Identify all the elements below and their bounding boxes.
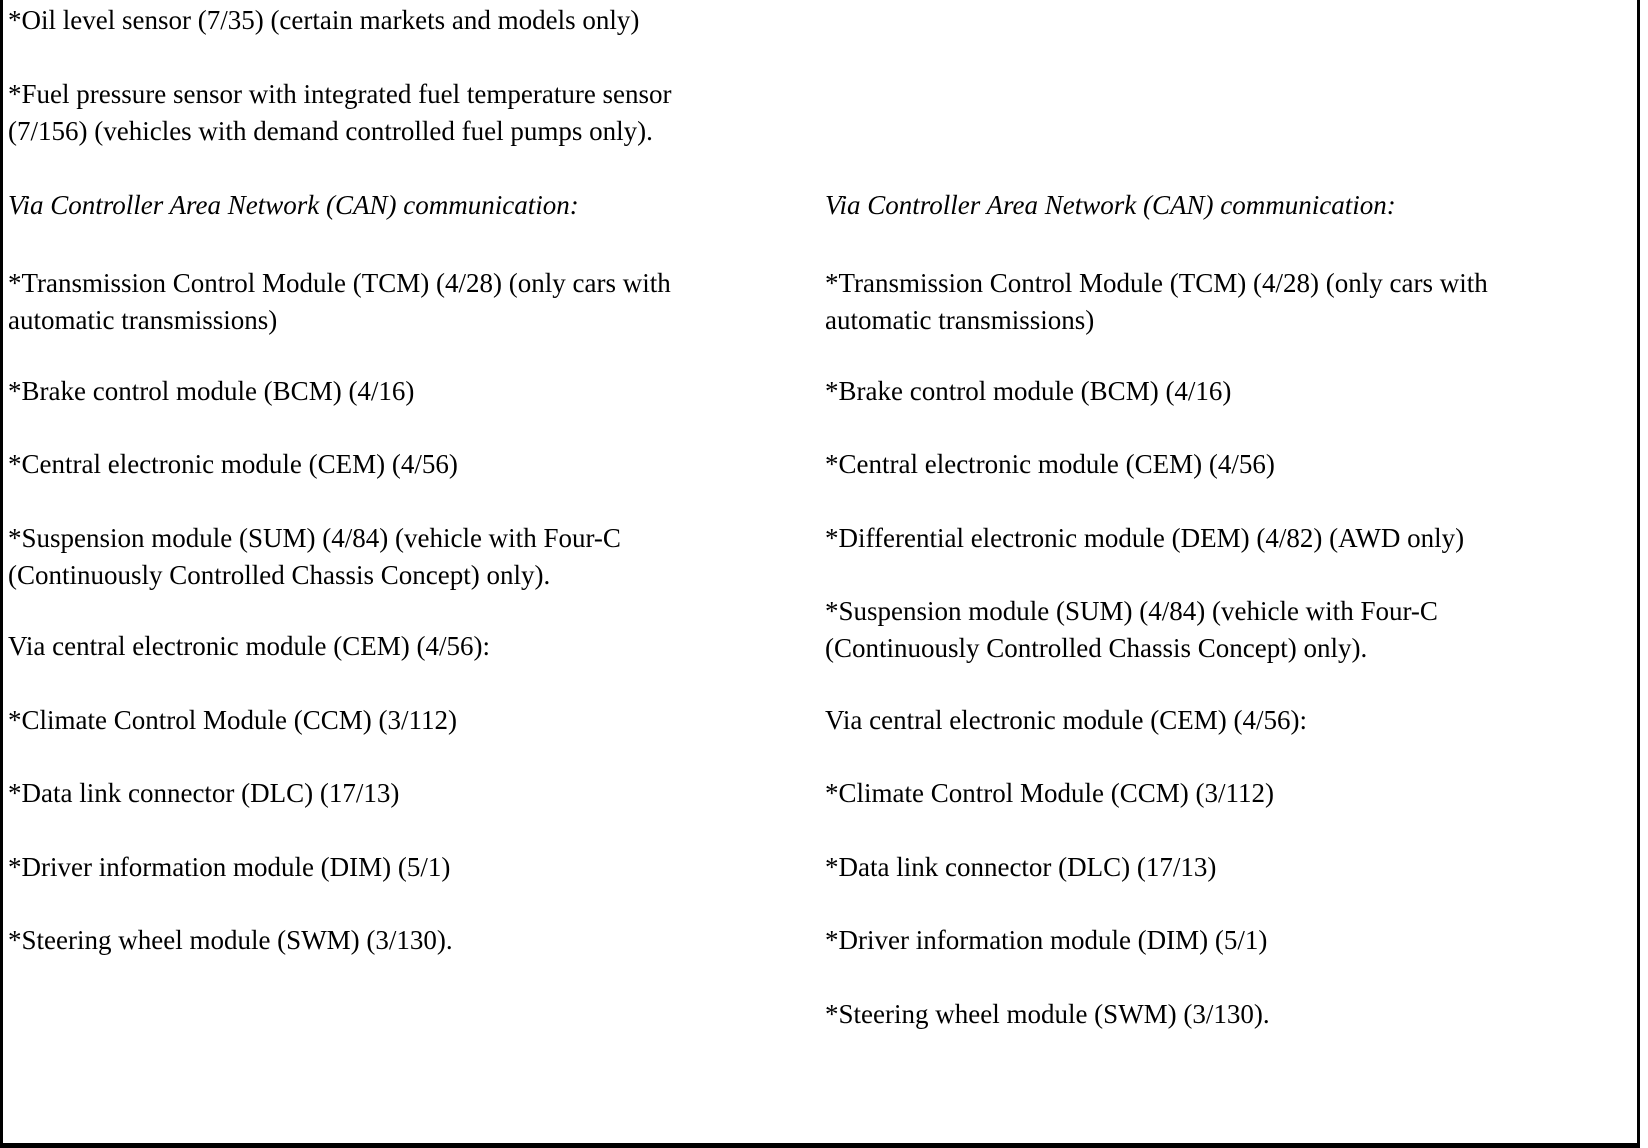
left-dlc-item: *Data link connector (DLC) (17/13) [8,778,400,808]
left-swm-item: *Steering wheel module (SWM) (3/130). [8,925,453,955]
left-sum-item: *Suspension module (SUM) (4/84) (vehicle with Four-C (Continuously Controlled Chassis Concept) only). [8,523,621,590]
right-sum-item: *Suspension module (SUM) (4/84) (vehicle with Four-C (Continuously Controlled Chassis Concept) only). [825,596,1438,663]
left-ccm-item: *Climate Control Module (CCM) (3/112) [8,705,457,735]
left-bcm-item: *Brake control module (BCM) (4/16) [8,376,415,406]
right-can-heading: Via Controller Area Network (CAN) communication: [825,190,1396,220]
left-via-cem-heading: Via central electronic module (CEM) (4/56): [8,631,490,661]
right-swm-item: *Steering wheel module (SWM) (3/130). [825,999,1270,1029]
right-bcm-item: *Brake control module (BCM) (4/16) [825,376,1232,406]
right-dim-item: *Driver information module (DIM) (5/1) [825,925,1268,955]
left-oil-level-sensor: *Oil level sensor (7/35) (certain markets and models only) [8,5,640,35]
right-tcm-item: *Transmission Control Module (TCM) (4/28) (only cars with automatic transmissions) [825,268,1488,335]
left-can-heading: Via Controller Area Network (CAN) communication: [8,190,579,220]
left-cem-item: *Central electronic module (CEM) (4/56) [8,449,458,479]
left-tcm-item: *Transmission Control Module (TCM) (4/28) (only cars with automatic transmissions) [8,268,671,335]
right-cem-item: *Central electronic module (CEM) (4/56) [825,449,1275,479]
left-fuel-pressure-sensor: *Fuel pressure sensor with integrated fuel temperature sensor (7/156) (vehicles with demand controlled fuel pumps only). [8,79,672,146]
right-dlc-item: *Data link connector (DLC) (17/13) [825,852,1217,882]
left-dim-item: *Driver information module (DIM) (5/1) [8,852,451,882]
right-via-cem-heading: Via central electronic module (CEM) (4/56): [825,705,1307,735]
right-ccm-item: *Climate Control Module (CCM) (3/112) [825,778,1274,808]
right-dem-item: *Differential electronic module (DEM) (4/82) (AWD only) [825,523,1465,553]
